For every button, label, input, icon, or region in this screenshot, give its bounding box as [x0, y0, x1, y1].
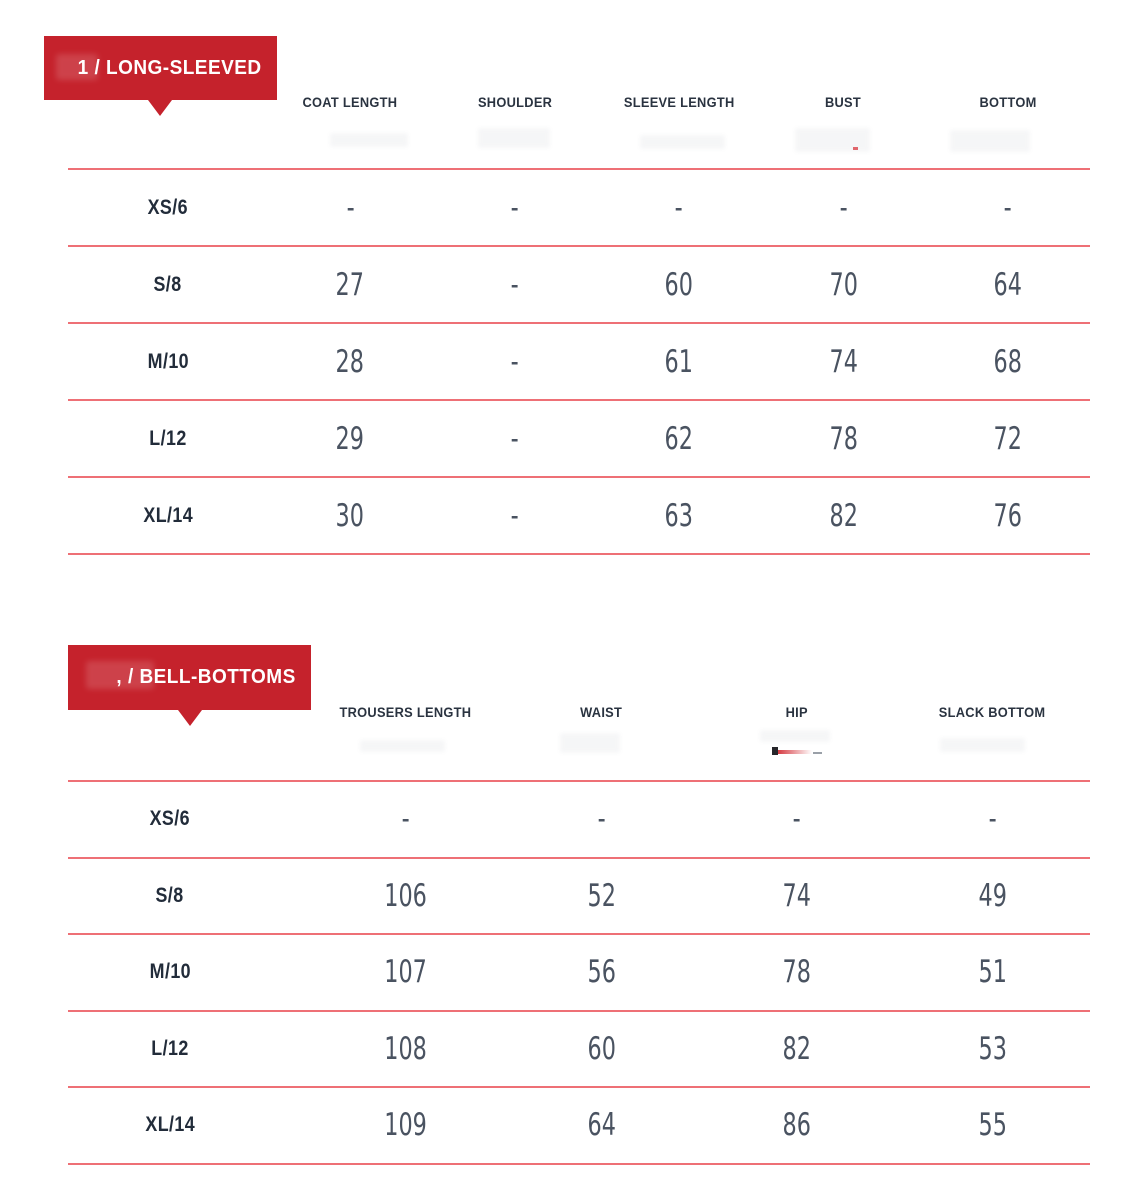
bell-bottoms-badge-label: , / BELL-BOTTOMS	[116, 666, 296, 688]
size-label: M/10	[147, 349, 189, 373]
value-cell: -	[597, 801, 606, 838]
size-cell	[68, 273, 268, 297]
value-cell: 51	[978, 954, 1007, 991]
value-cell: -	[401, 801, 410, 838]
size-label: XS/6	[147, 195, 189, 219]
bell-bottoms-header-row	[68, 700, 1090, 726]
value-cell: 72	[993, 420, 1022, 457]
size-label: M/10	[149, 960, 191, 984]
value-cell: 78	[829, 420, 858, 457]
size-label: L/12	[151, 1036, 189, 1060]
table-row-xl14	[68, 476, 1090, 553]
long-sleeved-table	[68, 168, 1090, 555]
value-cell: 49	[978, 877, 1007, 914]
size-label: XL/14	[143, 503, 193, 527]
value-cell: 106	[384, 877, 428, 914]
value-cell: -	[1003, 189, 1012, 226]
value-cell: 30	[335, 497, 365, 534]
table-row-xs6	[68, 780, 1090, 857]
erased-text-artifact	[950, 130, 1030, 152]
value-cell: 76	[993, 497, 1022, 534]
size-label: L/12	[149, 426, 187, 450]
size-cell	[68, 350, 268, 374]
erased-text-artifact	[478, 128, 550, 148]
erased-text-artifact	[330, 133, 408, 147]
erased-text-artifact	[360, 740, 445, 752]
value-cell: -	[510, 266, 519, 303]
size-cell	[68, 1113, 308, 1137]
column-header-shoulder: SHOULDER	[477, 95, 552, 110]
size-label: XS/6	[149, 807, 191, 831]
table-row-xs6	[68, 168, 1090, 245]
size-label: S/8	[155, 883, 185, 907]
value-cell: 64	[587, 1107, 616, 1144]
column-header-hip: HIP	[785, 705, 808, 720]
table-row-s8	[68, 245, 1090, 322]
column-header-bottom: BOTTOM	[979, 95, 1037, 110]
size-cell	[68, 807, 308, 831]
value-cell: 60	[664, 266, 694, 303]
long-sleeved-badge-label: 1 / LONG-SLEEVED	[78, 56, 262, 79]
value-cell: 62	[664, 420, 694, 457]
table-row-m10	[68, 322, 1090, 399]
value-cell: 82	[782, 1030, 811, 1067]
value-cell: 56	[587, 954, 616, 991]
value-cell: -	[674, 189, 684, 226]
erased-text-artifact	[940, 738, 1025, 752]
value-cell: -	[510, 497, 519, 534]
value-cell: 108	[384, 1030, 428, 1067]
value-cell: -	[510, 420, 519, 457]
bell-bottoms-table	[68, 780, 1090, 1165]
value-cell: 64	[993, 266, 1022, 303]
value-cell: -	[510, 189, 519, 226]
erased-text-artifact	[853, 147, 858, 150]
size-cell	[68, 1037, 308, 1061]
erased-text-artifact	[560, 733, 620, 753]
table-row-m10	[68, 933, 1090, 1010]
value-cell: 70	[829, 266, 858, 303]
value-cell: 68	[993, 343, 1022, 380]
erased-text-artifact	[760, 730, 830, 742]
value-cell: 86	[782, 1107, 811, 1144]
size-label: S/8	[153, 272, 183, 296]
column-header-sleeve-length: SLEEVE LENGTH	[623, 95, 735, 110]
size-cell	[68, 427, 268, 451]
value-cell: 61	[664, 343, 694, 380]
value-cell: 109	[384, 1107, 428, 1144]
column-header-waist: WAIST	[580, 705, 623, 720]
value-cell: -	[792, 801, 801, 838]
value-cell: -	[988, 801, 997, 838]
table-row-s8	[68, 857, 1090, 934]
size-cell	[68, 960, 308, 984]
column-header-slack-bottom: SLACK BOTTOM	[938, 705, 1046, 720]
table-row-xl14	[68, 1086, 1090, 1163]
value-cell: 107	[384, 954, 428, 991]
erased-text-artifact	[813, 752, 822, 754]
erased-text-artifact	[778, 750, 812, 754]
value-cell: 29	[335, 420, 365, 457]
table-row-l12	[68, 1010, 1090, 1087]
value-cell: 74	[782, 877, 811, 914]
value-cell: 28	[335, 343, 365, 380]
column-header-coat-length: COAT LENGTH	[302, 95, 398, 110]
column-header-trousers-length: TROUSERS LENGTH	[339, 705, 472, 720]
value-cell: -	[839, 189, 848, 226]
size-cell	[68, 196, 268, 220]
value-cell: 74	[829, 343, 858, 380]
value-cell: 60	[587, 1030, 616, 1067]
table-row-l12	[68, 399, 1090, 476]
size-label: XL/14	[145, 1113, 195, 1137]
value-cell: -	[346, 189, 355, 226]
value-cell: 53	[978, 1030, 1007, 1067]
value-cell: 82	[829, 497, 858, 534]
value-cell: 27	[335, 266, 365, 303]
value-cell: 63	[664, 497, 694, 534]
value-cell: 52	[587, 877, 616, 914]
column-header-bust: BUST	[825, 95, 862, 110]
size-cell	[68, 884, 308, 908]
long-sleeved-header-row	[68, 90, 1090, 116]
value-cell: 55	[978, 1107, 1007, 1144]
erased-text-artifact	[795, 128, 870, 152]
value-cell: -	[510, 343, 519, 380]
size-cell	[68, 504, 268, 528]
value-cell: 78	[782, 954, 811, 991]
erased-text-artifact	[640, 135, 725, 149]
